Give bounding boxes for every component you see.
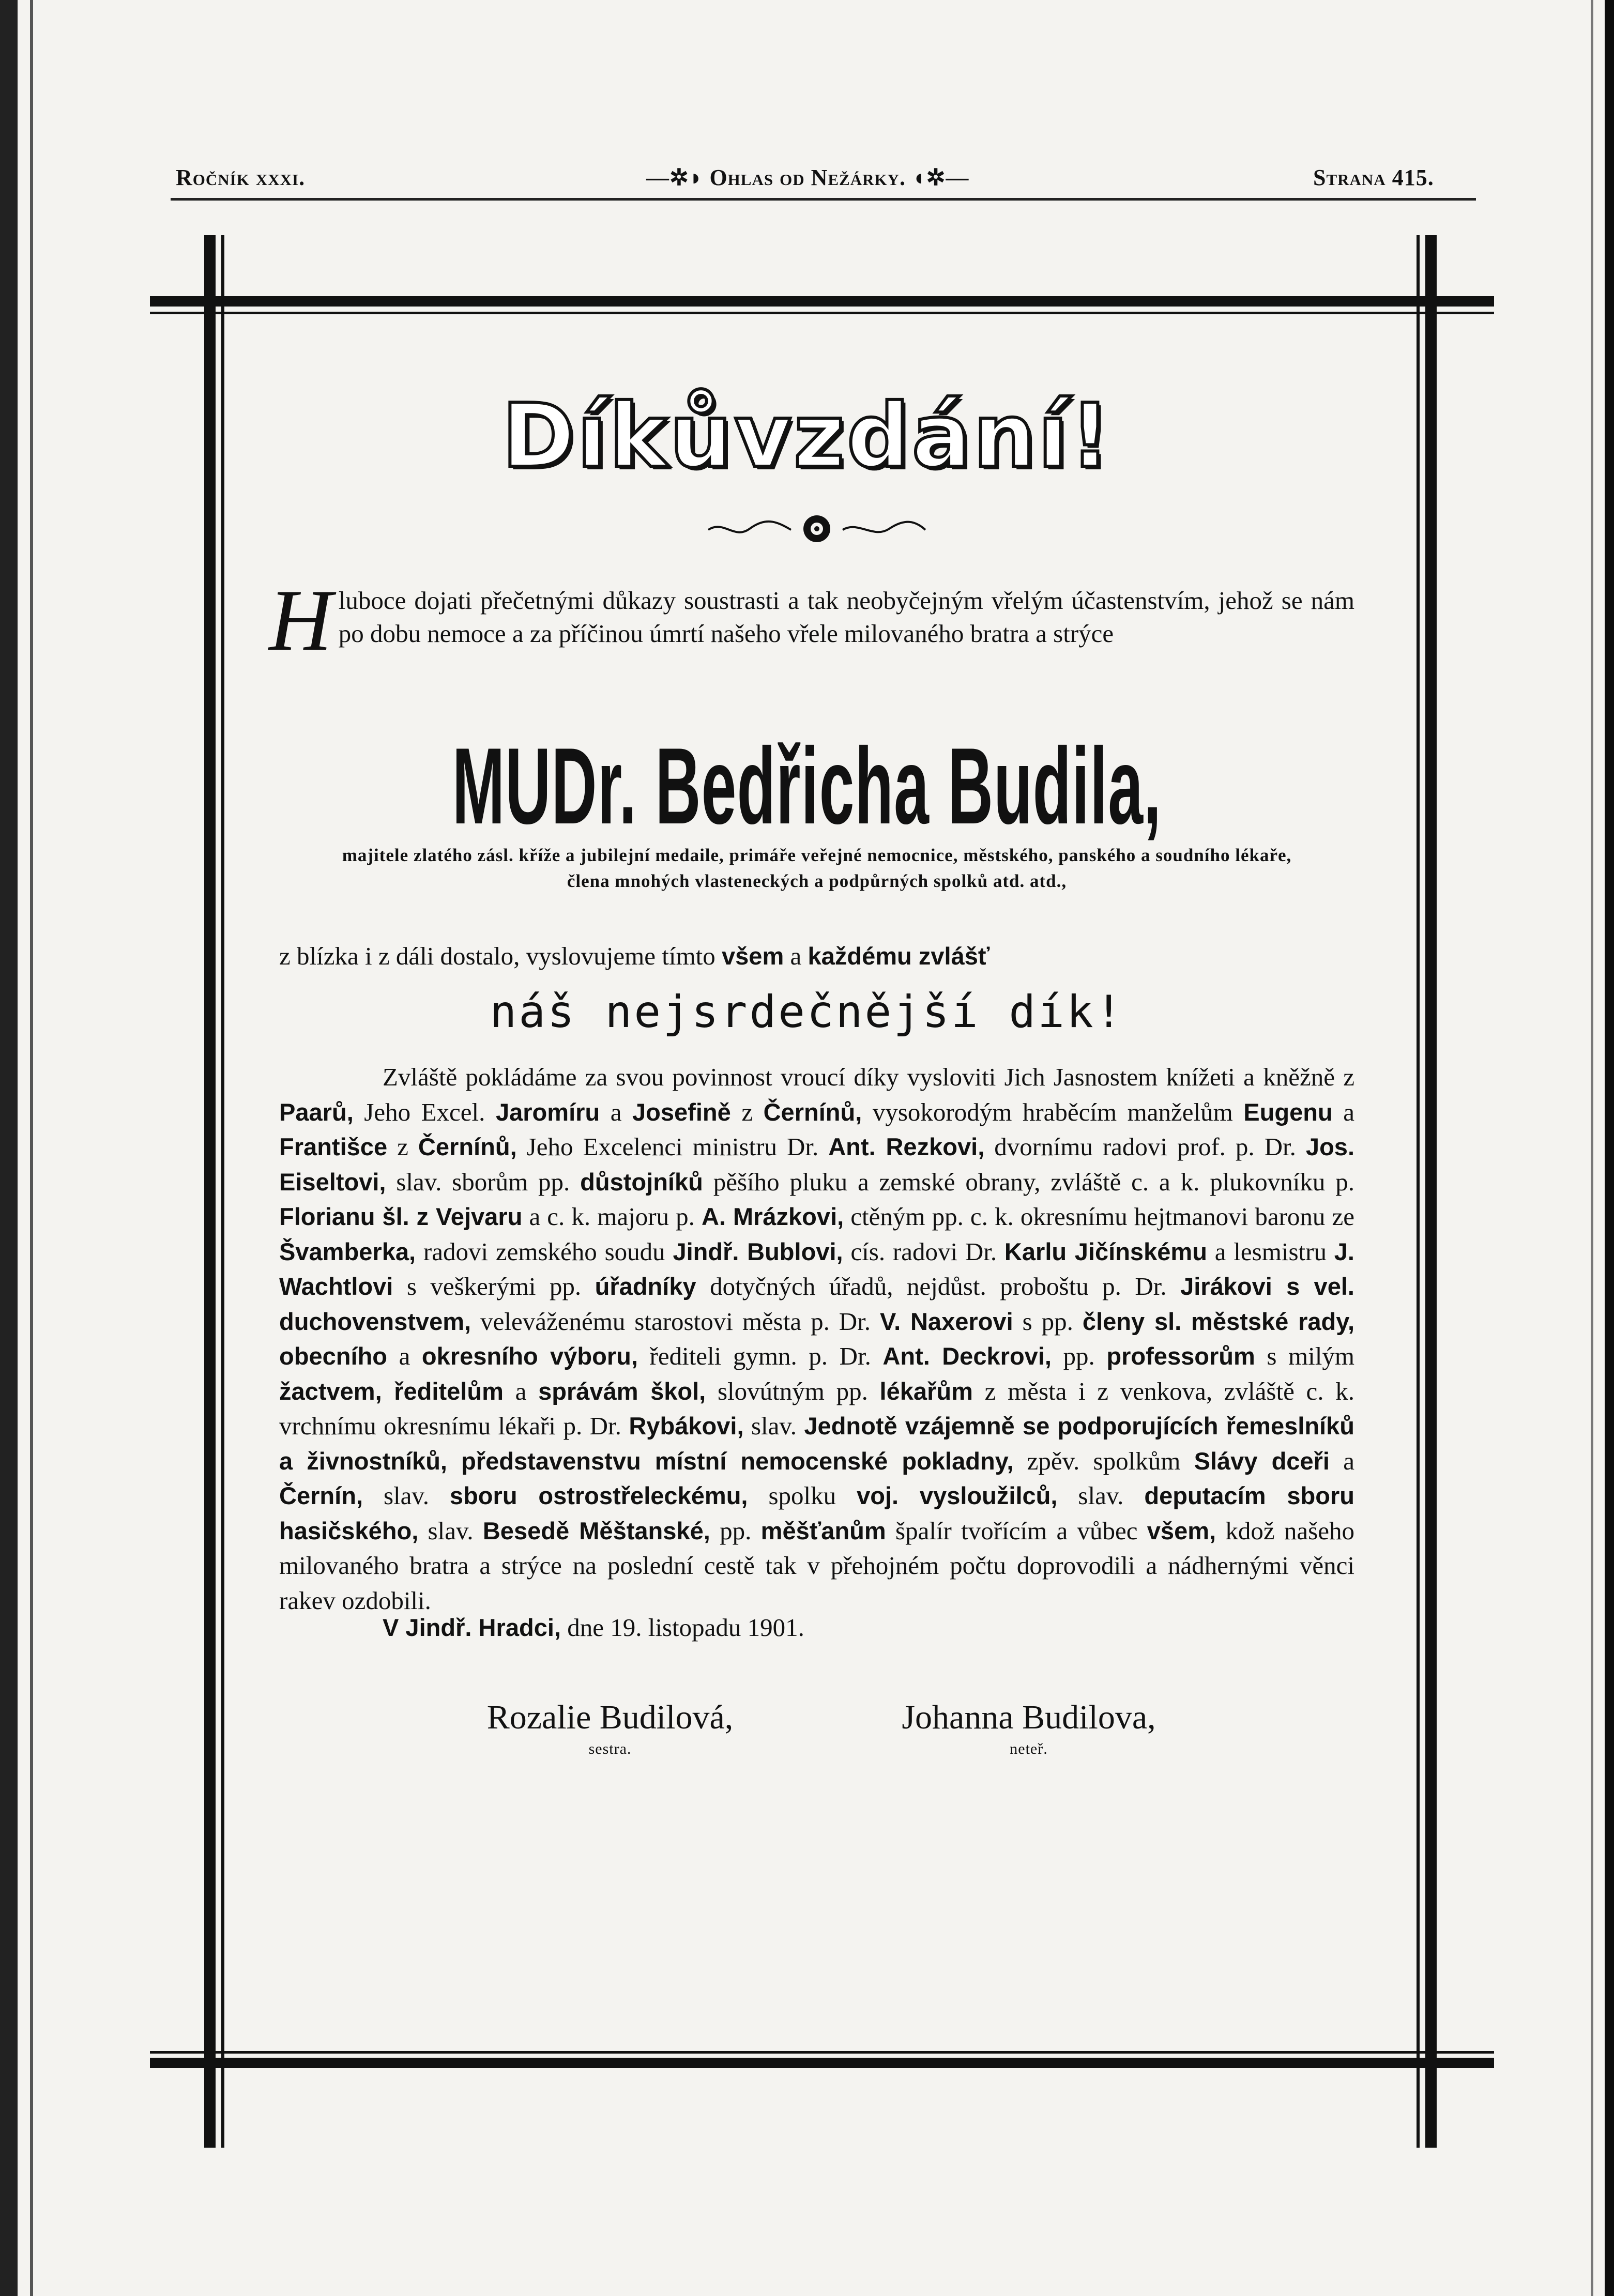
body-bold: Josefině	[632, 1098, 731, 1126]
body-text: slav. sborům pp.	[386, 1167, 581, 1196]
body-bold: J. Wachtlovi	[279, 1237, 1354, 1300]
body-text: slav.	[743, 1412, 804, 1440]
body-bold: důstojníků	[580, 1168, 703, 1196]
frame-bottom-thin	[150, 2051, 1494, 2054]
body-text: cís. radovi Dr.	[843, 1237, 1004, 1266]
thanks-line	[279, 940, 1354, 973]
body-bold: měšťanům	[760, 1517, 886, 1544]
page-left-edge-line	[30, 0, 33, 2296]
intro-text: luboce dojati přečetnými důkazy soustrasti a tak neobyčejným vřelým účastenstvím, jehož se nám po dobu nemoce a za příčinou úmrtí našeho vřele milovaného bratra a strýce	[338, 586, 1354, 648]
frame-left-thick	[204, 235, 216, 2148]
body-text: dotyčných úřadů, nejdůst. proboštu p. Dr.	[696, 1272, 1181, 1300]
running-header-left: Ročník xxxi.	[176, 165, 306, 190]
body-text: s milým	[1255, 1342, 1354, 1370]
running-header-right: Strana 415.	[1313, 165, 1434, 190]
body-bold: Slávy dceři	[1194, 1447, 1330, 1475]
body-text: Zvláště pokládáme za svou povinnost vroucí díky vysloviti Jich Jasnostem knížeti a kněžně z	[383, 1063, 1354, 1091]
body-bold: lékařům	[879, 1377, 973, 1405]
body-bold: všem,	[1147, 1517, 1216, 1544]
date-line	[383, 1613, 804, 1642]
titles-line-2: člena mnohých vlasteneckých a podpůrných spolků atd. atd.,	[567, 871, 1067, 891]
signature-name: Johanna Budilova,	[902, 1698, 1156, 1736]
notice-title: Díkůvzdání!	[501, 385, 1113, 487]
body-text: spolku	[748, 1481, 857, 1510]
body-text: a	[1329, 1446, 1354, 1475]
body-bold: žactvem, ředitelům	[279, 1377, 504, 1405]
frame-top-thin	[150, 312, 1494, 314]
body-bold: Jaromíru	[495, 1098, 600, 1126]
body-bold: V. Naxerovi	[880, 1307, 1013, 1335]
body-text: veleváženému starostovi města p. Dr.	[471, 1307, 880, 1336]
body-bold: sboru ostrostřeleckému,	[449, 1482, 748, 1509]
frame-bottom-thick	[150, 2058, 1494, 2068]
body-text: Jeho Excelenci ministru Dr.	[516, 1132, 829, 1161]
body-bold: Karlu Jičínskému	[1004, 1237, 1207, 1265]
thanks-text-1: z blízka i z dáli dostalo, vyslovujeme tímto	[279, 942, 722, 970]
body-text: s veškerými pp.	[393, 1272, 595, 1300]
body-bold: Švamberka,	[279, 1237, 416, 1265]
body-text: pěšího pluku a zemské obrany, zvláště c. a k. plukovníku p.	[703, 1167, 1355, 1196]
body-text: z města i z venkova, zvláště c. k. vrchnímu okresnímu lékaři p. Dr.	[279, 1376, 1354, 1440]
body-text: slav.	[418, 1516, 483, 1545]
body-text: a	[503, 1376, 539, 1405]
body-bold: Paarů,	[279, 1098, 354, 1126]
frame-left-thin	[221, 235, 224, 2148]
body-bold: A. Mrázkovi,	[701, 1203, 844, 1230]
body-paragraph	[279, 1060, 1354, 1618]
body-bold: okresního výboru,	[421, 1342, 638, 1370]
signature-name: Rozalie Budilová,	[486, 1698, 734, 1736]
body-text: řediteli gymn. p. Dr.	[637, 1342, 883, 1370]
body-bold: Jirákovi s vel. duchovenstvem,	[279, 1273, 1354, 1335]
body-bold: Černín,	[279, 1482, 363, 1509]
body-text: ctěným pp. c. k. okresnímu hejtmanovi baronu ze	[844, 1202, 1354, 1231]
signature-role: neteř.	[1010, 1740, 1048, 1757]
body-bold: Besedě Měštanské,	[482, 1517, 710, 1544]
body-bold: voj. vysloužilců,	[857, 1482, 1058, 1509]
thanks-bold-1: všem	[721, 942, 784, 970]
drop-cap: H	[269, 572, 332, 669]
body-text: kdož našeho milovaného bratra a strýce na poslední cestě tak v přehojném počtu doprovodili a nádhernými věnci rakev ozdobili.	[279, 1516, 1354, 1615]
body-text: vysokorodým hraběcím manželům	[862, 1097, 1244, 1126]
body-text: slav.	[1057, 1481, 1145, 1510]
date-place: V Jindř. Hradci,	[383, 1614, 561, 1641]
body-bold: Černínů,	[418, 1133, 517, 1160]
body-text: dvornímu radovi prof. p. Dr.	[984, 1132, 1306, 1161]
body-bold: Františce	[279, 1133, 388, 1160]
body-text: špalír tvořícím a vůbec	[886, 1516, 1147, 1545]
body-text: slav.	[363, 1481, 450, 1510]
ornament-flourish	[703, 509, 931, 545]
body-text: s pp.	[1013, 1307, 1083, 1336]
body-bold: Rybákovi,	[629, 1412, 744, 1440]
body-bold: Florianu šl. z Vejvaru	[279, 1203, 523, 1230]
body-text: pp.	[1051, 1342, 1107, 1370]
page-right-edge-line	[1591, 0, 1593, 2296]
body-text: a	[387, 1342, 422, 1370]
body-text: a lesmistru	[1207, 1237, 1334, 1266]
thanks-text-2: a	[784, 942, 808, 970]
signature-1	[465, 1698, 755, 1758]
body-text: zpěv. spolkům	[1013, 1446, 1194, 1475]
body-text: z	[387, 1132, 418, 1161]
body-text: a c. k. majoru p.	[522, 1202, 702, 1231]
body-text: a	[1332, 1097, 1354, 1126]
body-text: z	[730, 1097, 764, 1126]
page-right-edge	[1605, 0, 1614, 2296]
body-text: Jeho Excel.	[353, 1097, 496, 1126]
body-bold: Jindř. Bublovi,	[673, 1237, 843, 1265]
body-bold: správám škol,	[538, 1377, 706, 1405]
frame-right-thick	[1425, 235, 1437, 2148]
signature-2	[874, 1698, 1184, 1758]
running-header-center: —✲◗ Ohlas od Nežárky. ◖✲—	[646, 165, 969, 190]
signature-role: sestra.	[588, 1740, 632, 1757]
frame-top-thick	[150, 296, 1494, 307]
body-bold: členy sl. městské rady, obecního	[279, 1307, 1355, 1370]
body-text: pp.	[710, 1516, 761, 1545]
deceased-name: MUDr. Bedřicha Budila,	[452, 725, 1162, 847]
header-rule	[171, 198, 1476, 201]
body-text: slovútným pp.	[706, 1376, 880, 1405]
body-bold: úřadníky	[595, 1273, 696, 1300]
big-thanks: náš nejsrdečnější dík!	[490, 986, 1124, 1038]
body-bold: Jos. Eiseltovi,	[279, 1133, 1355, 1196]
body-bold: deputacím sboru hasičského,	[279, 1482, 1355, 1544]
page-left-edge	[0, 0, 18, 2296]
frame-right-thin	[1417, 235, 1420, 2148]
body-bold: Eugenu	[1243, 1098, 1333, 1126]
thanks-bold-2: každému zvlášť	[808, 942, 990, 970]
body-text: radovi zemského soudu	[416, 1237, 673, 1266]
body-bold: Ant. Rezkovi,	[828, 1133, 985, 1160]
date-text: dne 19. listopadu 1901.	[561, 1613, 804, 1642]
intro-paragraph	[269, 572, 1354, 669]
body-bold: Jednotě vzájemně se podporujících řemeslníků a živnostníků, představenstvu místní nemocenské pokladny,	[279, 1412, 1355, 1475]
body-text: a	[600, 1097, 632, 1126]
body-bold: Ant. Deckrovi,	[882, 1342, 1052, 1370]
body-bold: Černínů,	[763, 1098, 862, 1126]
titles-line-1: majitele zlatého zásl. kříže a jubilejní medaile, primáře veřejné nemocnice, městského, panského a soudního lékaře,	[342, 845, 1292, 865]
deceased-titles	[279, 843, 1354, 894]
body-bold: professorům	[1106, 1342, 1255, 1370]
